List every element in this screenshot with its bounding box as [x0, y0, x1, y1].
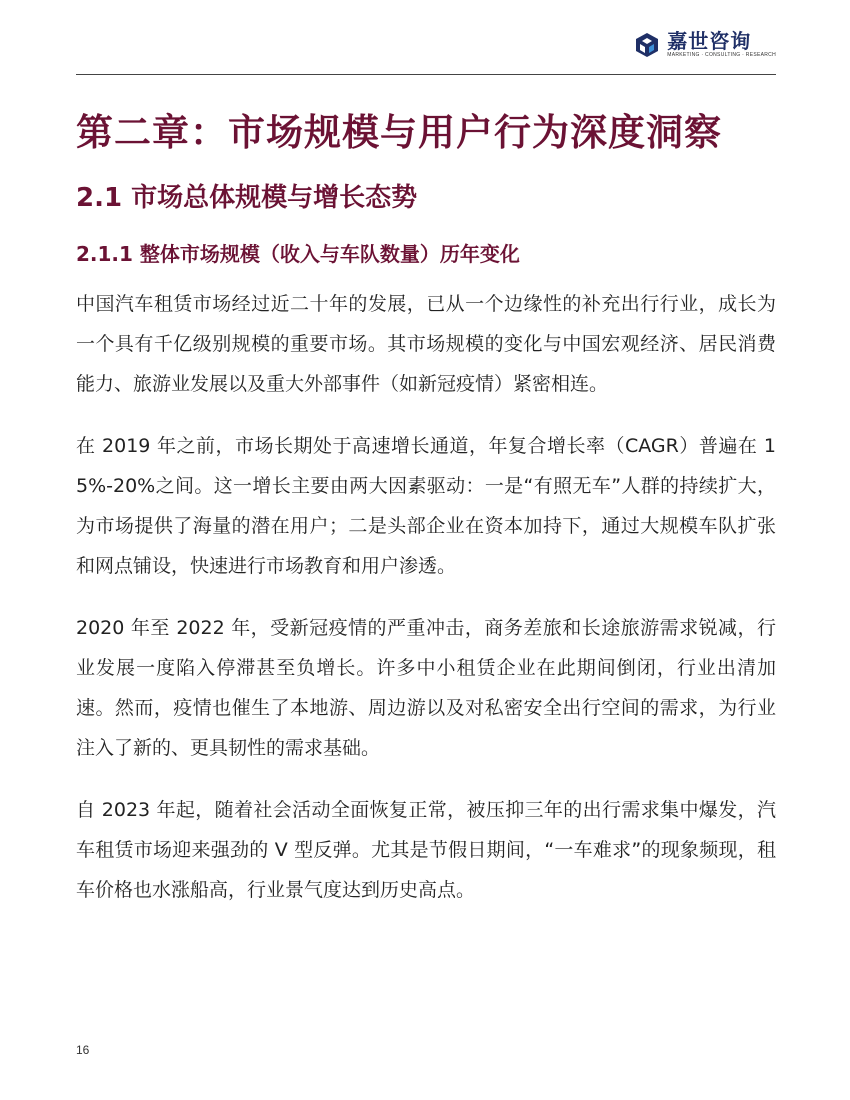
- chapter-title: 第二章：市场规模与用户行为深度洞察: [76, 110, 722, 154]
- logo-name: 嘉世咨询: [667, 29, 752, 53]
- subsection-title: 2.1.1 整体市场规模（收入与车队数量）历年变化: [76, 242, 520, 266]
- page-number: 16: [76, 1043, 90, 1057]
- header-divider: [76, 74, 776, 75]
- paragraph-2: 在 2019 年之前，市场长期处于高速增长通道，年复合增长率（CAGR）普遍在 15%-20%之间。这一增长主要由两大因素驱动：一是“有照无车”人群的持续扩大，为市场提供了海量的潜在用户；二是头部企业在资本加持下，通过大规模车队扩张和网点铺设，快速进行市场教育和用户渗透。: [76, 435, 776, 577]
- paragraph-3: 2020 年至 2022 年，受新冠疫情的严重冲击，商务差旅和长途旅游需求锐减，行业发展一度陷入停滞甚至负增长。许多中小租赁企业在此期间倒闭，行业出清加速。然而，疫情也催生了本地游、周边游以及对私密安全出行空间的需求，为行业注入了新的、更具韧性的需求基础。: [76, 617, 776, 759]
- header-logo: [633, 30, 776, 59]
- jiashi-logo-icon: [633, 31, 661, 59]
- body-content: [76, 284, 776, 932]
- paragraph-1: 中国汽车租赁市场经过近二十年的发展，已从一个边缘性的补充出行行业，成长为一个具有千亿级别规模的重要市场。其市场规模的变化与中国宏观经济、居民消费能力、旅游业发展以及重大外部事件（如新冠疫情）紧密相连。: [76, 293, 776, 395]
- logo-tagline: MARKETING · CONSULTING · RESEARCH: [667, 52, 776, 58]
- paragraph-4: 自 2023 年起，随着社会活动全面恢复正常，被压抑三年的出行需求集中爆发，汽车租赁市场迎来强劲的 V 型反弹。尤其是节假日期间，“一车难求”的现象频现，租车价格也水涨船高，行业景气度达到历史高点。: [76, 799, 776, 901]
- section-title: 2.1 市场总体规模与增长态势: [76, 183, 418, 213]
